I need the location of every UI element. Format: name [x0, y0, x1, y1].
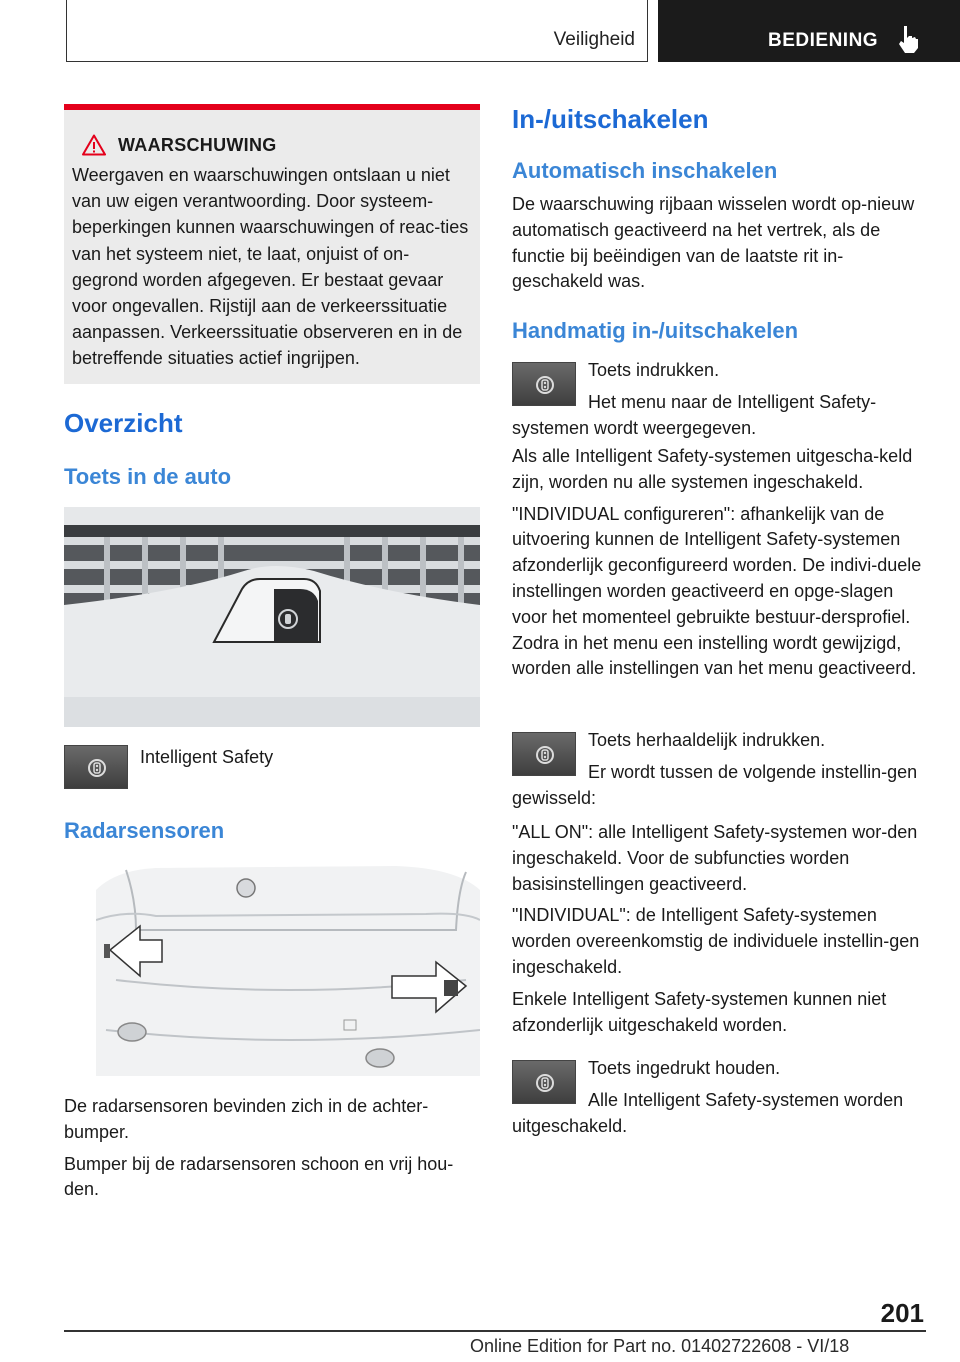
header-section-label: Veiligheid — [553, 29, 635, 50]
step2-result: Er wordt tussen de volgende instellin-gen gewisseld: — [512, 761, 918, 808]
warning-header — [72, 134, 472, 156]
car-button-illustration — [64, 507, 480, 727]
button-label: Intelligent Safety — [140, 747, 274, 767]
step2-paragraph-2: "ALL ON": alle Intelligent Safety-systemen wor-den ingeschakeld. Voor de subfuncties worden basisinstellingen geactiveerd. — [512, 822, 918, 894]
step1-action: Toets indrukken. — [588, 360, 720, 380]
switch-title: In-/uitschakelen — [512, 104, 709, 134]
pointing-hand-icon — [896, 24, 920, 54]
header-chapter-label: BEDIENING — [768, 30, 879, 51]
step3-action: Toets ingedrukt houden. — [588, 1058, 781, 1078]
overview-title: Overzicht — [64, 408, 183, 438]
step2-action: Toets herhaaldelijk indrukken. — [588, 730, 826, 750]
warning-text: Weergaven en waarschuwingen ontslaan u niet van uw eigen verantwoording. Door systeem-beperkingen kunnen waarschuwingen of reac-ties van het systeem niet, te laat, onjuist of on-gegrond worden afgegeven. Er bestaat gevaar voor ongevallen. Rijstijl aan de verkeerssituatie aanpassen. Verkeerssituatie observeren en in de betreffende situaties actief ingrijpen. — [72, 165, 469, 369]
header-chapter-tab — [658, 0, 960, 62]
radar-heading: Radarsensoren — [64, 818, 225, 843]
header-section-box — [66, 0, 648, 62]
edition-note: Online Edition for Part no. 01402722608 - VI/18 — [470, 1336, 850, 1356]
step2-block — [512, 728, 928, 811]
step1-block — [512, 358, 928, 441]
step3-block — [512, 1056, 928, 1139]
rear-car-graphic — [96, 860, 480, 1076]
safety-symbol-icon — [87, 758, 107, 778]
grille-graphic — [64, 507, 480, 727]
footer-divider — [64, 1330, 926, 1332]
page-number: 201 — [880, 1298, 924, 1328]
rear-bumper-illustration — [96, 860, 480, 1076]
intelligent-safety-button-icon — [64, 745, 128, 789]
step1-paragraph-3: "INDIVIDUAL configureren": afhankelijk van de uitvoering kunnen de Intelligent Safety-systemen afzonderlijk geconfigureerd worden. De indivi-duele instellingen worden geactiveerd en opge-slagen voor het momenteel gebruikte bestuur-dersprofiel. Zodra in het menu een instelling wordt gewijzigd, worden alle instellingen van het menu geactiveerd. — [512, 503, 922, 679]
auto-heading: Automatisch inschakelen — [512, 158, 778, 183]
step3-result: Alle Intelligent Safety-systemen worden uitgeschakeld. — [512, 1089, 904, 1136]
manual-heading: Handmatig in-/uitschakelen — [512, 318, 799, 343]
radar-paragraph-2: Bumper bij de radarsensoren schoon en vrij hou-den. — [64, 1153, 454, 1200]
warning-box — [64, 110, 480, 384]
step2-paragraph-3: "INDIVIDUAL": de Intelligent Safety-systemen worden overeenkomstig de individuele instellin-gen ingeschakeld. — [512, 905, 920, 977]
warning-triangle-icon — [82, 134, 106, 156]
warning-title: WAARSCHUWING — [118, 134, 277, 155]
radar-text — [64, 1094, 480, 1209]
step1-paragraph-2: Als alle Intelligent Safety-systemen uitgescha-keld zijn, worden nu alle systemen ingeschakeld. — [512, 446, 913, 492]
radar-paragraph-1: De radarsensoren bevinden zich in de achter-bumper. — [64, 1096, 429, 1142]
step1-result: Het menu naar de Intelligent Safety-systemen wordt weergegeven. — [512, 391, 877, 438]
step2-paragraphs — [512, 820, 928, 1044]
button-heading: Toets in de auto — [64, 464, 232, 489]
step2-paragraph-4: Enkele Intelligent Safety-systemen kunnen niet afzonderlijk uitgeschakeld worden. — [512, 988, 887, 1035]
step1-paragraphs — [512, 444, 928, 688]
auto-text: De waarschuwing rijbaan wisselen wordt op-nieuw automatisch geactiveerd na het vertrek, als de functie bij beëindigen van de laatste rit in-geschakeld was. — [512, 194, 915, 292]
